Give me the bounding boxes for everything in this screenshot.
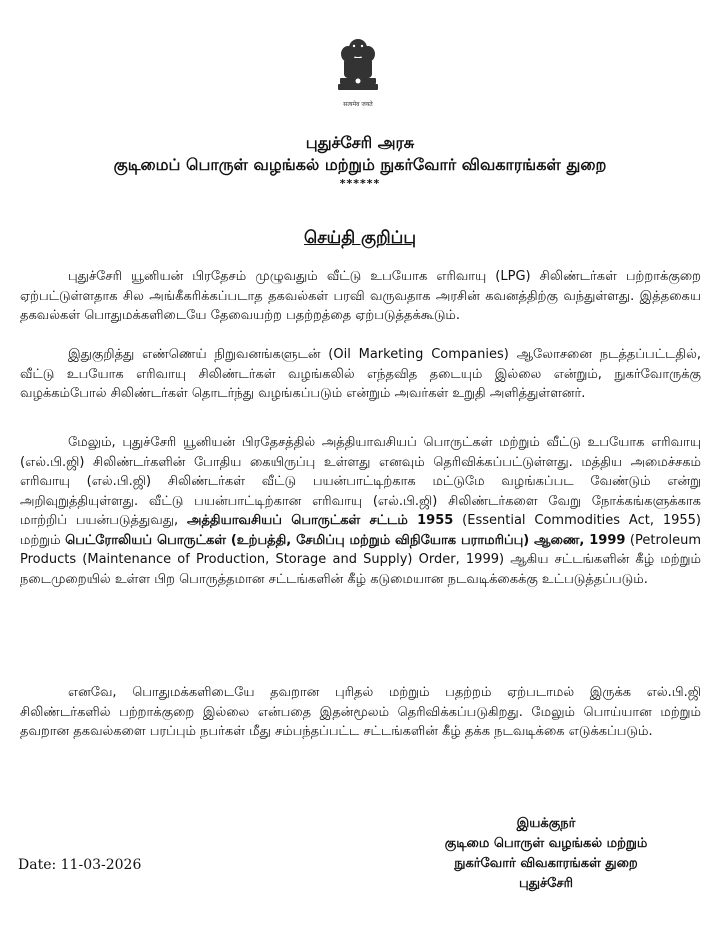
paragraph-2-text: இதுகுறித்து எண்ணெய் நிறுவனங்களுடன் (Oil Marketing Companies) ஆலோசனை நடத்தப்பட்டதில், வீட்டு உபயோக எரிவாயு சிலிண்டர்கள் வழங்கலில் எந்தவித தடையும் இல்லை என்றும், நுகர்வோருக்கு வழக்கம்போல் சிலிண்டர்கள் தொடர்ந்து வழங்கப்படும் என்றும் அவர்கள் உறுதி அளித்துள்ளனர்.: [20, 347, 701, 401]
paragraph-3-part-a: மேலும், புதுச்சேரி யூனியன் பிரதேசத்தில் அத்தியாவசியப் பொருட்கள் மற்றும் வீட்டு உபயோக எரிவாயு (எல்.பி.ஜி) சிலிண்டர்களின் போதிய கையிருப்பு உள்ளது எனவும் தெரிவிக்கப்பட்டுள்ளது. மத்திய அமைச்சகம் எரிவாயு (எல்.பி.ஜி) சிலிண்டர்கள் வீட்டு பயன்பாட்டிற்காக மட்டுமே வழங்கப்பட வேண்டும் என்று அறிவுறுத்தியுள்ளது. வீட்டு பயன்பாட்டிற்கான எரிவாயு (எல்.பி.ஜி) சிலிண்டர்களை வேறு நோக்கங்களுக்காக மாற்றிப் பயன்படுத்துவது,: [20, 435, 701, 528]
department-government: புதுச்சேரி அரசு: [305, 133, 415, 152]
press-release-title-text: செய்தி குறிப்பு: [303, 228, 416, 248]
paragraph-4-text: எனவே, பொதுமக்களிடையே தவறான புரிதல் மற்றும் பதற்றம் ஏற்படாமல் இருக்க எல்.பி.ஜி சிலிண்டர்களில் பற்றாக்குறை இல்லை என்பதை இதன்மூலம் தெரிவிக்கப்படுகிறது. மேலும் பொய்யான மற்றும் தவறான தகவல்களை பரப்பும் நபர்கள் மீது சம்பந்தப்பட்ட சட்டங்களின் கீழ் தக்க நடவடிக்கை எடுக்கப்படும்.: [20, 685, 701, 739]
paragraph-3-part-c: (Essential Commodities Act, 1955) மற்றும்: [20, 513, 701, 548]
header-separator: ******: [339, 177, 381, 190]
department-name: குடிமைப் பொருள் வழங்கல் மற்றும் நுகர்வோர் விவகாரங்கள் துறை: [113, 155, 607, 174]
press-release-title: [0, 228, 720, 250]
paragraph-2: [20, 345, 701, 404]
paragraph-3-order-1999: பெட்ரோலியப் பொருட்கள் (உற்பத்தி, சேமிப்பு மற்றும் விநியோக பராமரிப்பு) ஆணை, 1999: [65, 532, 626, 548]
paragraph-1: [20, 267, 701, 326]
paragraph-3-text: [20, 433, 701, 589]
paragraph-3-part-e: (Petroleum Products (Maintenance of Production, Storage and Supply) Order, 1999) ஆகிய சட்டங்களின் கீழ் மற்றும் நடைமுறையில் உள்ள பிற பொருத்தமான சட்டங்களின் கீழ் கடுமையான நடவடிக்கைக்கு உட்படுத்தப்படும்.: [20, 532, 701, 587]
emblem-motto: सत्यमेव जयते: [343, 101, 373, 108]
release-date: Date: 11-03-2026: [18, 857, 142, 873]
paragraph-4: [20, 683, 701, 742]
signature-place: புதுச்சேரி: [519, 876, 573, 891]
signature-department-line-2: நுகர்வோர் விவகாரங்கள் துறை: [454, 856, 638, 871]
paragraph-3: [20, 433, 701, 589]
signature-department-line-1: குடிமை பொருள் வழங்கல் மற்றும்: [444, 836, 648, 851]
paragraph-1-text: புதுச்சேரி யூனியன் பிரதேசம் முழுவதும் வீட்டு உபயோக எரிவாயு (LPG) சிலிண்டர்கள் பற்றாக்குறை ஏற்பட்டுள்ளதாக சில அங்கீகரிக்கப்படாத தகவல்கள் பரவி வருவதாக அரசின் கவனத்திற்கு வந்துள்ளது. இத்தகைய தகவல்கள் பொதுமக்களிடையே தேவையற்ற பதற்றத்தை ஏற்படுத்தக்கூடும்.: [20, 269, 701, 323]
state-emblem-icon: [330, 36, 386, 112]
paragraph-3-act-1955: அத்தியாவசியப் பொருட்கள் சட்டம் 1955: [187, 513, 454, 528]
signature-designation: இயக்குநர்: [516, 816, 576, 831]
signature-block: [396, 814, 696, 894]
